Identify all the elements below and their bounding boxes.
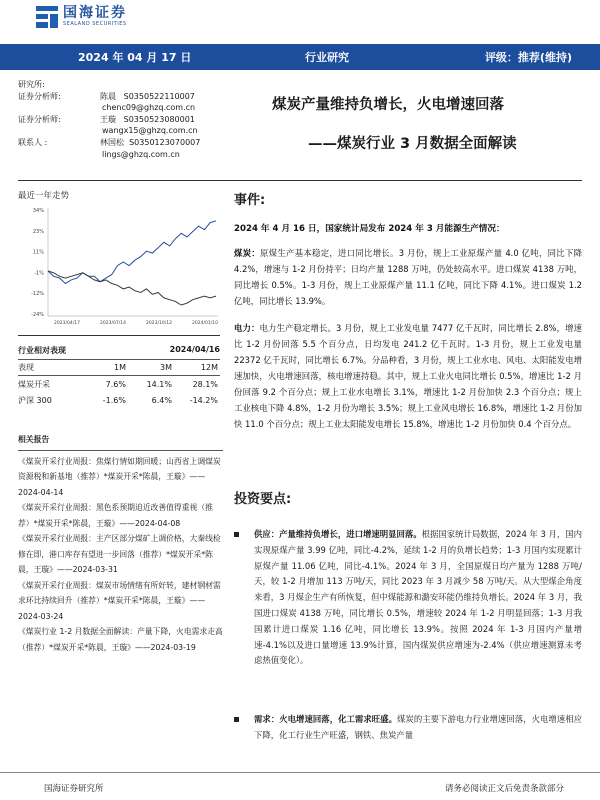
header-bar <box>0 44 600 70</box>
series-line-沪深300 <box>48 271 216 305</box>
related-report-link[interactable]: 《煤炭开采行业周报：煤炭市场情绪有所好转，建材钢材需求环比持续回升（推荐）*煤炭开采*陈晨，王璇》——2024-03-24 <box>18 580 221 621</box>
footer-divider <box>0 772 600 773</box>
bullet-icon <box>234 532 239 537</box>
contact-code: S0350123070007 <box>129 137 201 147</box>
logo-en: SEALAND SECURITIES <box>63 21 127 27</box>
y-tick-label: 23% <box>32 228 44 235</box>
related-report-link[interactable]: 《煤炭行业 1-2 月数据全面解读：产量下降，火电需求走高（推荐）*煤炭开采*陈晨，王璇》——2024-03-19 <box>18 627 223 652</box>
analyst-email[interactable]: chenc09@ghzq.com.cn <box>102 103 196 113</box>
power-label: 电力： <box>234 323 260 333</box>
col-header: 3M <box>160 363 172 372</box>
x-tick-label: 2023/07/14 <box>100 321 126 326</box>
table-row <box>18 392 220 408</box>
contact-email[interactable]: lings@ghzq.com.cn <box>102 149 180 159</box>
logo-cn: 国海证券 <box>63 5 127 21</box>
analyst-code: S0350523080001 <box>123 114 195 124</box>
y-tick-label: -12% <box>31 291 44 298</box>
demand-label: 需求：火电增速回落，化工需求旺盛。 <box>254 714 397 724</box>
series-line-煤炭开采 <box>48 221 216 284</box>
perf-table <box>18 345 220 408</box>
logo-icon <box>36 6 58 28</box>
bullet-icon <box>234 717 239 722</box>
table-cell: -14.2% <box>189 395 218 405</box>
x-tick-label: 2023/10/12 <box>146 321 172 326</box>
report-title <box>270 93 580 153</box>
research-label: 研究所: <box>18 80 45 89</box>
y-tick-label: 34% <box>32 208 44 214</box>
power-paragraph <box>234 320 582 432</box>
analyst-role: 证券分析师: <box>18 114 61 124</box>
table-cell: -1.6% <box>102 395 126 405</box>
report-rating: 评级：推荐(维持) <box>484 51 572 64</box>
analyst-name: 王璇 <box>100 114 116 124</box>
table-cell: 7.6% <box>105 379 126 389</box>
coal-text: 原煤生产基本稳定，进口同比增长。3 月份，规上工业原煤产量 4.0 亿吨，同比下降 4.2%，增速与 1-2 月份持平；日均产量 1288 万吨，仍处较高水平。进口煤炭 4138 万吨，同比增长 0.5%。1-3 月份，规上工业原煤产量 11.1 亿吨，同比下降 4.1%。进口煤炭 1.2 亿吨，同比增长 13.9%。 <box>234 248 582 306</box>
trend-chart-svg <box>18 200 220 328</box>
event-lead: 2024 年 4 月 16 日，国家统计局发布 2024 年 3 月能源生产情况： <box>234 224 505 234</box>
supply-label: 供应：产量维持负增长，进口增速明显回落。 <box>254 529 422 539</box>
footer-left: 国海证券研究所 <box>44 784 104 794</box>
analyst-role: 证券分析师: <box>18 91 61 101</box>
demand-text: 煤炭的主要下游电力行业增速回落，火电增速相应下降，化工行业生产旺盛，钢铁、焦炭产量 <box>254 714 583 740</box>
col-header: 12M <box>200 363 218 372</box>
y-tick-label: -24% <box>31 312 44 318</box>
coal-paragraph <box>234 245 582 309</box>
x-tick-label: 2023/04/17 <box>54 321 80 326</box>
trend-chart <box>18 200 220 328</box>
col-header: 1M <box>114 363 126 372</box>
table-cell: 煤炭开采 <box>18 379 50 389</box>
y-tick-label: -1% <box>34 270 44 277</box>
analyst-name: 陈晨 <box>100 91 116 101</box>
perf-date: 2024/04/16 <box>169 345 220 354</box>
y-tick-label: 11% <box>32 249 44 256</box>
analyst-code: S0350522110007 <box>123 91 195 101</box>
divider <box>18 180 582 181</box>
event-heading: 事件: <box>234 193 266 208</box>
table-cell: 沪深 300 <box>18 395 52 405</box>
title-main: 煤炭产量维持负增长，火电增速回落 <box>272 97 504 113</box>
footer-disclaimer: 请务必阅读正文后免责条款部分 <box>444 784 564 794</box>
analyst-block <box>18 79 238 160</box>
report-date: 2024 年 04 月 17 日 <box>78 51 192 64</box>
supply-bullet <box>234 527 582 669</box>
power-text: 电力生产稳定增长。3 月份，规上工业发电量 7477 亿千瓦时，同比增长 2.8%，增速比 1-2 月份回落 5.5 个百分点，日均发电 241.2 亿千瓦时。1-3 月份，规上工业发电量 22372 亿千瓦时，同比增长 6.7%。分品种看，3 月份，规上工业水电、风电、太阳能发电增速加快，火电增速回落，核电增速持稳。其中，规上工业火电同比增长 0.5%，增速比 1-2 月份回落 9.2 个百分点；规上工业水电增长 3.1%，增速比 1-2 月份加快 2.3 个百分点；规上工业核电下降 4.8%，1-2 月份为增长 3.5%；规上工业风电增长 16.8%，增速比 1-2 月份加快 11.0 个百分点；规上工业太阳能发电增长 15.8%，增速比 1-2 月份加快 0.4 个百分点。 <box>234 323 582 429</box>
analyst-email[interactable]: wangx15@ghzq.com.cn <box>102 126 198 136</box>
table-header-row <box>18 360 220 376</box>
event-body <box>234 221 582 432</box>
supply-text: 根据国家统计局数据，2024 年 3 月，国内实现原煤产量 3.99 亿吨，同比-4.2%，延续 1-2 月的负增长趋势；1-3 月国内实现累计原煤产量 11.06 亿吨，同比-4.1%。2024 年 3 月，全国原煤日均产量为 1288 万吨/天，较 1-2 月增加 113 万吨/天，同比 2023 年 3 月减少 58 万吨/天。从大型煤企角度来看，3 月煤企生产有所恢复，但中煤能源和潞安环能仍维持负增长。2024 年 3 月，我国进口煤炭 4138 万吨，同比增长 0.5%，增速较 2024 年 1-2 月明显回落；1-3 月我国累计进口煤炭 1.16 亿吨，同比增长 13.9%。按照 2024 年 1-3 月国内产量增速-4.1%以及进口量增速 13.9%计算，国内煤炭供应增速为-2.4%（供应增速测算未考虑热值变化）。 <box>254 529 583 666</box>
contact-role: 联系人 : <box>18 137 48 147</box>
table-cell: 14.1% <box>146 379 172 389</box>
related-report-link[interactable]: 《煤炭开采行业周报：焦煤行情如期回暖；山西省上调煤炭资源税和新基地（推荐）*煤炭开采*陈晨，王璇》——2024-04-14 <box>18 456 221 497</box>
coal-label: 煤炭： <box>234 248 261 258</box>
contact-name: 林国松 <box>100 137 124 147</box>
related-reports <box>18 432 223 655</box>
company-logo <box>36 5 127 28</box>
title-sub: ——煤炭行业 3 月数据全面解读 <box>308 136 517 152</box>
related-report-link[interactable]: 《煤炭开采行业周报：主产区部分煤矿上调价格，大秦线检修在即，港口库存有望进一步回落（推荐）*煤炭开采*陈晨，王璇》——2024-03-31 <box>18 534 221 574</box>
related-report-link[interactable]: 《煤炭开采行业周报：黑色系预期迫近改善值得重视（推荐）*煤炭开采*陈晨，王璇》——2024-04-08 <box>18 503 213 528</box>
table-cell: 28.1% <box>192 379 218 389</box>
report-type: 行业研究 <box>305 51 349 64</box>
divider <box>18 335 220 336</box>
demand-bullet <box>234 712 582 744</box>
footer <box>0 774 600 800</box>
trend-label: 最近一年走势 <box>18 191 70 201</box>
table-row <box>18 376 220 392</box>
table-cell: 6.4% <box>151 395 172 405</box>
perf-title: 行业相对表现 <box>18 346 66 355</box>
col-header: 表现 <box>18 363 34 372</box>
invest-heading: 投资要点: <box>234 492 292 507</box>
x-tick-label: 2024/01/10 <box>192 321 218 326</box>
related-title: 相关报告 <box>18 432 223 451</box>
